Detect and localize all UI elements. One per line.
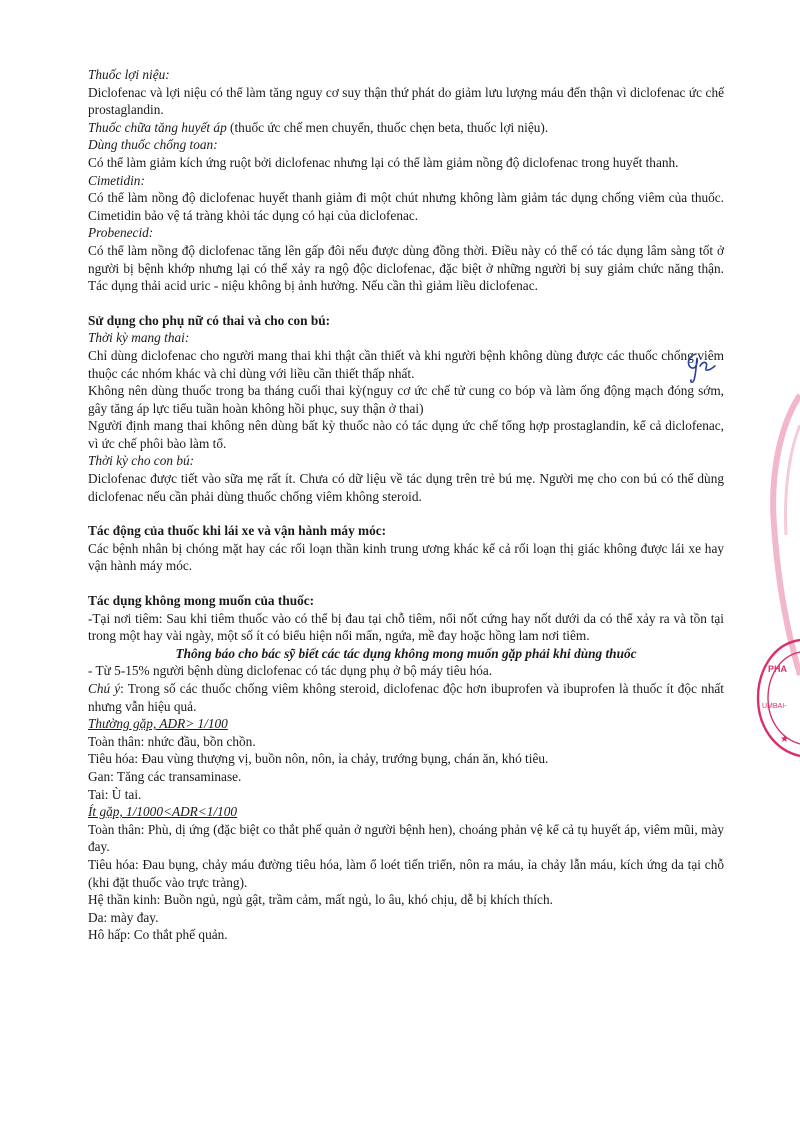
paragraph [88, 119, 724, 137]
paragraph: Toàn thân: nhức đầu, bồn chồn. [88, 733, 256, 749]
section-gap [88, 505, 724, 522]
subheading: Cimetidin: [88, 172, 145, 188]
paragraph: Người định mang thai không nên dùng bất kỳ thuốc nào có tác dụng ức chế tổng hợp prostaglandin, kể cả diclofenac, vì ức chế phôi bào làm tổ. [88, 418, 724, 451]
paragraph: Gan: Tăng các transaminase. [88, 768, 242, 784]
section-heading: Tác dụng không mong muốn của thuốc: [88, 593, 315, 609]
paragraph: Có thể làm giảm kích ứng ruột bởi diclofenac nhưng lại có thể làm giảm nồng độ diclofenac trong huyết thanh. [88, 154, 679, 170]
frequency-heading: Ít gặp, 1/1000<ADR<1/100 [88, 804, 238, 820]
paragraph: Chỉ dùng diclofenac cho người mang thai khi thật cần thiết và khi người bệnh không dùng được các thuốc chống viêm thuộc các nhóm khác và chỉ dùng với liều cần thiết thấp nhất. [88, 347, 724, 381]
paragraph: -Tại nơi tiêm: Sau khi tiêm thuốc vào có thể bị đau tại chỗ tiêm, nổi nốt cứng hay nốt dưới da có thể xảy ra và tồn tại trong một hay vài ngày, một số ít có biểu hiện nổi mẩn, ngứa, mề đay hoặc hồng lam nơi tiêm. [88, 610, 724, 644]
paragraph: Có thể làm nồng độ diclofenac tăng lên gấp đôi nếu được dùng đồng thời. Điều này có thể có tác dụng lâm sàng tốt ở người bị bệnh khớp nhưng lại có thể xảy ra ngộ độc diclofenac, đặc biệt ở những người bị suy giảm chức năng thận. Tác dụng thải acid uric - niệu không bị ảnh hưởng. Nếu cần thì giảm liều diclofenac. [88, 242, 724, 294]
paragraph: Da: mày đay. [88, 909, 159, 925]
section-gap [88, 295, 724, 312]
section-heading: Tác động của thuốc khi lái xe và vận hành máy móc: [88, 523, 387, 539]
paragraph: Các bệnh nhân bị chóng mặt hay các rối loạn thần kinh trung ương khác kể cả rối loạn thị giác không được lái xe hay vận hành máy móc. [88, 540, 724, 574]
paragraph: Không nên dùng thuốc trong ba tháng cuối thai kỳ(nguy cơ ức chế tử cung co bóp và làm ống động mạch đóng sớm, gây tăng áp lực tiểu tuần hoàn không hồi phục, suy thận ở thai) [88, 383, 724, 416]
document-page [88, 66, 724, 944]
pharma-stamp-partial [752, 632, 800, 762]
paragraph: Diclofenac và lợi niệu có thể làm tăng nguy cơ suy thận thứ phát do giảm lưu lượng máu đến thận vì diclofenac ức chế prostaglandin. [88, 84, 724, 118]
paragraph: Có thể làm nồng độ diclofenac huyết thanh giảm đi một chút nhưng không làm giảm tác dụng chống viêm của thuốc. Cimetidin bảo vệ tá tràng khỏi tác dụng có hại của diclofenac. [88, 190, 724, 223]
inline-label: Chú ý [88, 681, 121, 696]
paragraph: Toàn thân: Phù, dị ứng (đặc biệt co thắt phế quản ở người bệnh hen), choáng phản vệ kể cả tụ huyết áp, viêm mũi, mày đay. [88, 821, 724, 855]
inline-label: Thuốc chữa tăng huyết áp [88, 119, 227, 135]
stamp-text-mid: UMBAI- [762, 703, 787, 710]
paragraph [88, 680, 724, 715]
frequency-heading: Thường gặp, ADR> 1/100 [88, 716, 228, 732]
paragraph: Hệ thần kinh: Buồn ngủ, ngủ gật, trầm cảm, mất ngủ, lo âu, khó chịu, dễ bị khích thích. [88, 892, 553, 908]
section-heading: Sử dụng cho phụ nữ có thai và cho con bú: [88, 312, 331, 328]
subheading: Probenecid: [88, 225, 154, 241]
paragraph: Diclofenac được tiết vào sữa mẹ rất ít. Chưa có dữ liệu về tác dụng trên trẻ bú mẹ. Người mẹ cho con bú có thể dùng diclofenac nếu cần phải dùng thuốc chống viêm không steroid. [88, 471, 724, 504]
stamp-star-icon: ★ [780, 734, 789, 745]
paragraph: Tai: Ù tai. [88, 786, 142, 802]
paragraph: Tiêu hóa: Đau bụng, chảy máu đường tiêu hóa, làm ổ loét tiến triển, nôn ra máu, ỉa chảy lẫn máu, kích ứng da tại chỗ (khi đặt thuốc vào trực tràng). [88, 856, 724, 890]
subheading: Thuốc lợi niệu: [88, 67, 170, 82]
paragraph: - Từ 5-15% người bệnh dùng diclofenac có tác dụng phụ ở bộ máy tiêu hóa. [88, 663, 493, 679]
inline-text: (thuốc ức chế men chuyển, thuốc chẹn beta, thuốc lợi niệu). [226, 119, 549, 135]
paragraph: Tiêu hóa: Đau vùng thượng vị, buồn nôn, nôn, ỉa chảy, trướng bụng, chán ăn, khó tiêu. [88, 751, 549, 767]
signature-mark [682, 350, 722, 386]
paragraph: Hô hấp: Co thắt phế quản. [88, 927, 228, 943]
inline-text: : Trong số các thuốc chống viêm không steroid, diclofenac độc hơn ibuprofen và ibuprofen là thuốc ít độc nhất nhưng vẫn hiệu quả. [88, 681, 724, 714]
subheading: Dùng thuốc chống toan: [88, 137, 218, 153]
section-gap [88, 575, 724, 592]
subheading: Thời kỳ mang thai: [88, 330, 190, 346]
subheading: Thời kỳ cho con bú: [88, 453, 195, 469]
notice-line: Thông báo cho bác sỹ biết các tác dụng không mong muốn gặp phải khi dùng thuốc [175, 645, 637, 661]
stamp-text-top: PHA [768, 664, 788, 674]
